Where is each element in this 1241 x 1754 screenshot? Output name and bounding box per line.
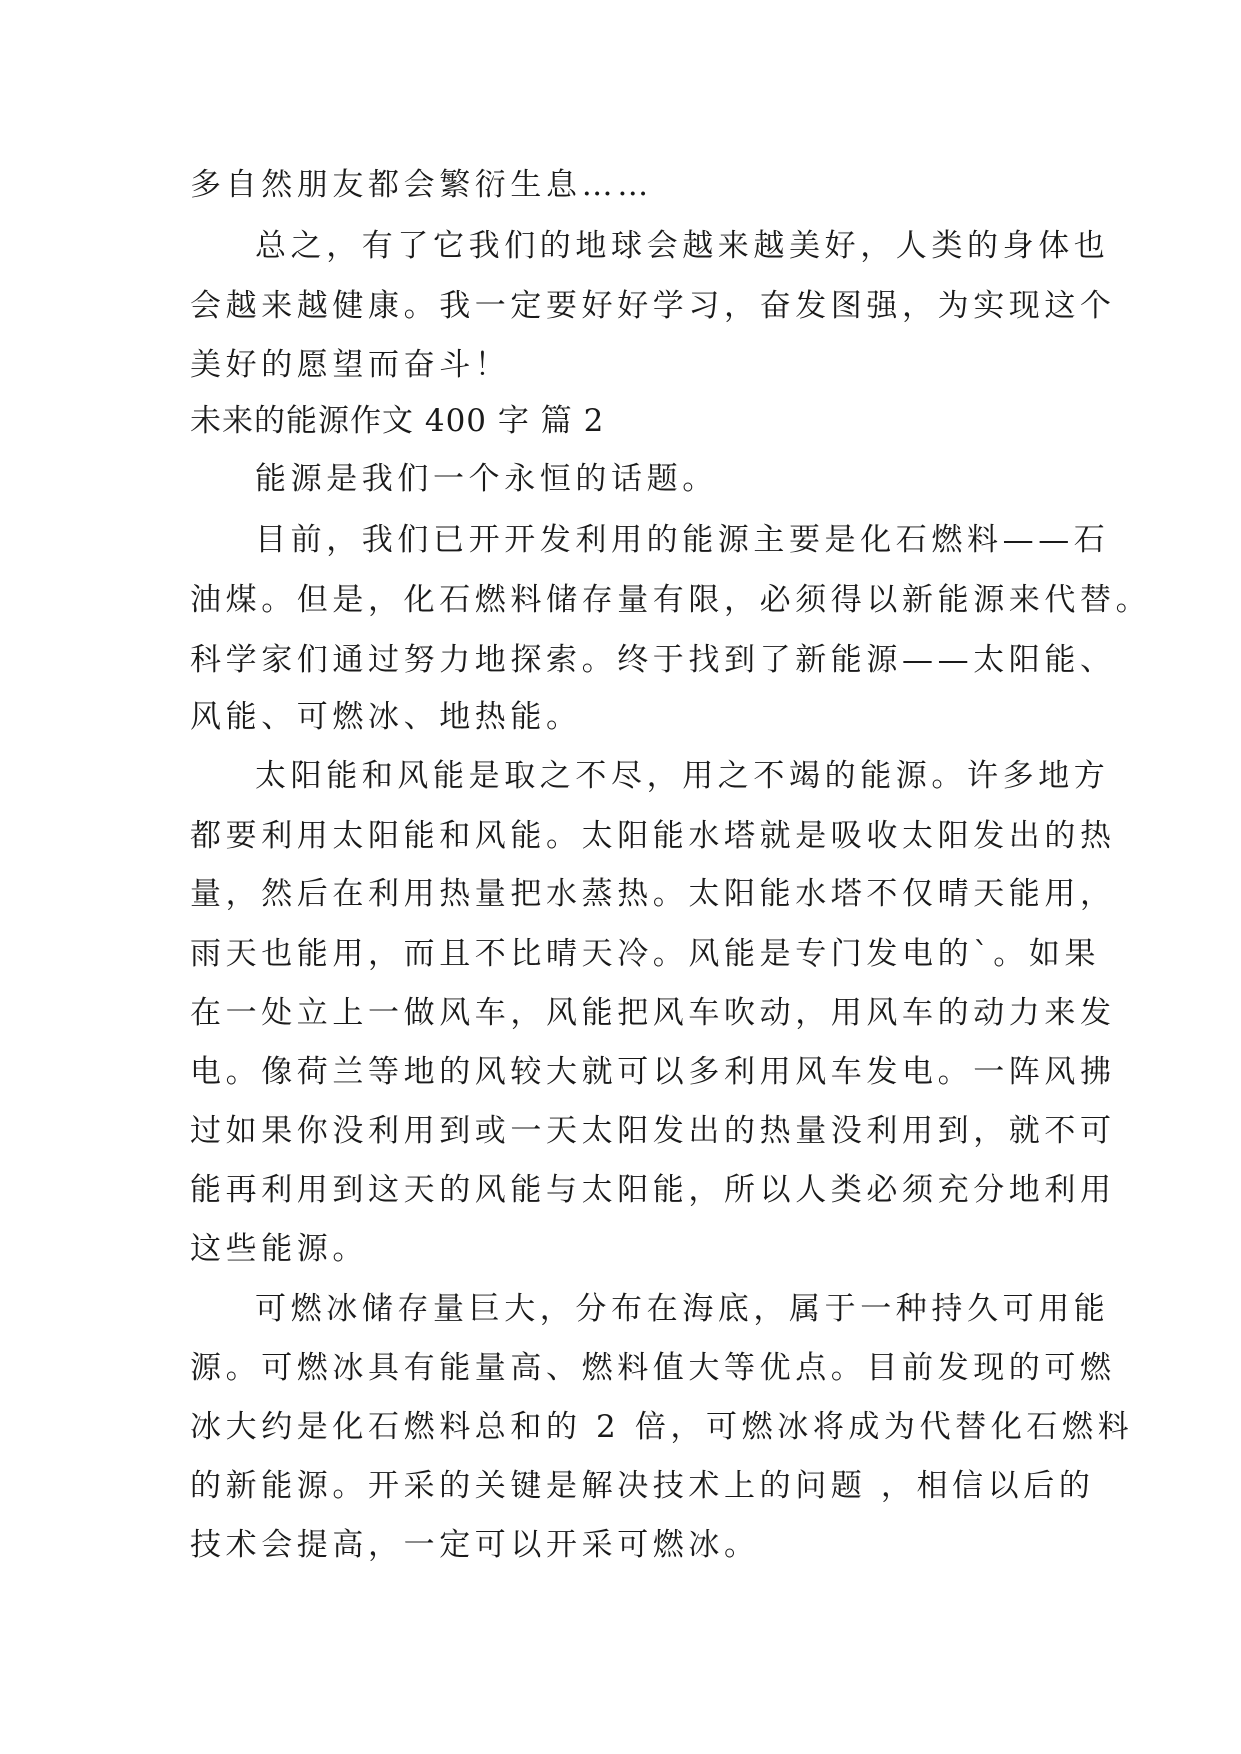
text-line: 会越来越健康。我一定要好好学习，奋发图强，为实现这个 — [190, 288, 1116, 324]
text-line: 雨天也能用，而且不比晴天冷。风能是专门发电的`。如果 — [190, 936, 1101, 972]
text-line: 的新能源。开采的关键是解决技术上的问题 ，相信以后的 — [190, 1468, 1095, 1504]
text-line: 源。可燃冰具有能量高、燃料值大等优点。目前发现的可燃 — [190, 1350, 1116, 1386]
text-line: 美好的愿望而奋斗！ — [190, 347, 511, 383]
text-line: 在一处立上一做风车，风能把风车吹动，用风车的动力来发 — [190, 995, 1116, 1031]
paragraph-first-line: 可燃冰储存量巨大，分布在海底，属于一种持久可用能 — [255, 1291, 1110, 1327]
text-line: 过如果你没利用到或一天太阳发出的热量没利用到，就不可 — [190, 1113, 1116, 1149]
text-line: 量，然后在利用热量把水蒸热。太阳能水塔不仅晴天能用， — [190, 876, 1116, 912]
text-line: 风能、可燃冰、地热能。 — [190, 699, 582, 735]
paragraph-first-line: 太阳能和风能是取之不尽，用之不竭的能源。许多地方 — [255, 758, 1110, 794]
text-line: 电。像荷兰等地的风较大就可以多利用风车发电。一阵风拂 — [190, 1054, 1116, 1090]
section-heading: 未来的能源作文 400 字 篇 2 — [190, 403, 605, 439]
text-line: 多自然朋友都会繁衍生息…… — [190, 167, 653, 203]
text-line: 科学家们通过努力地探索。终于找到了新能源——太阳能、 — [190, 642, 1116, 678]
text-line: 这些能源。 — [190, 1231, 368, 1267]
paragraph-first-line: 目前，我们已开开发利用的能源主要是化石燃料——石 — [255, 522, 1110, 558]
paragraph-first-line: 总之，有了它我们的地球会越来越美好，人类的身体也 — [255, 228, 1110, 264]
paragraph-first-line: 能源是我们一个永恒的话题。 — [255, 461, 718, 497]
text-line: 油煤。但是，化石燃料储存量有限，必须得以新能源来代替。 — [190, 582, 1152, 618]
text-line: 冰大约是化石燃料总和的 2 倍，可燃冰将成为代替化石燃料 — [190, 1409, 1134, 1445]
text-line: 都要利用太阳能和风能。太阳能水塔就是吸收太阳发出的热 — [190, 818, 1116, 854]
text-line: 技术会提高，一定可以开采可燃冰。 — [190, 1527, 760, 1563]
text-line: 能再利用到这天的风能与太阳能，所以人类必须充分地利用 — [190, 1172, 1116, 1208]
